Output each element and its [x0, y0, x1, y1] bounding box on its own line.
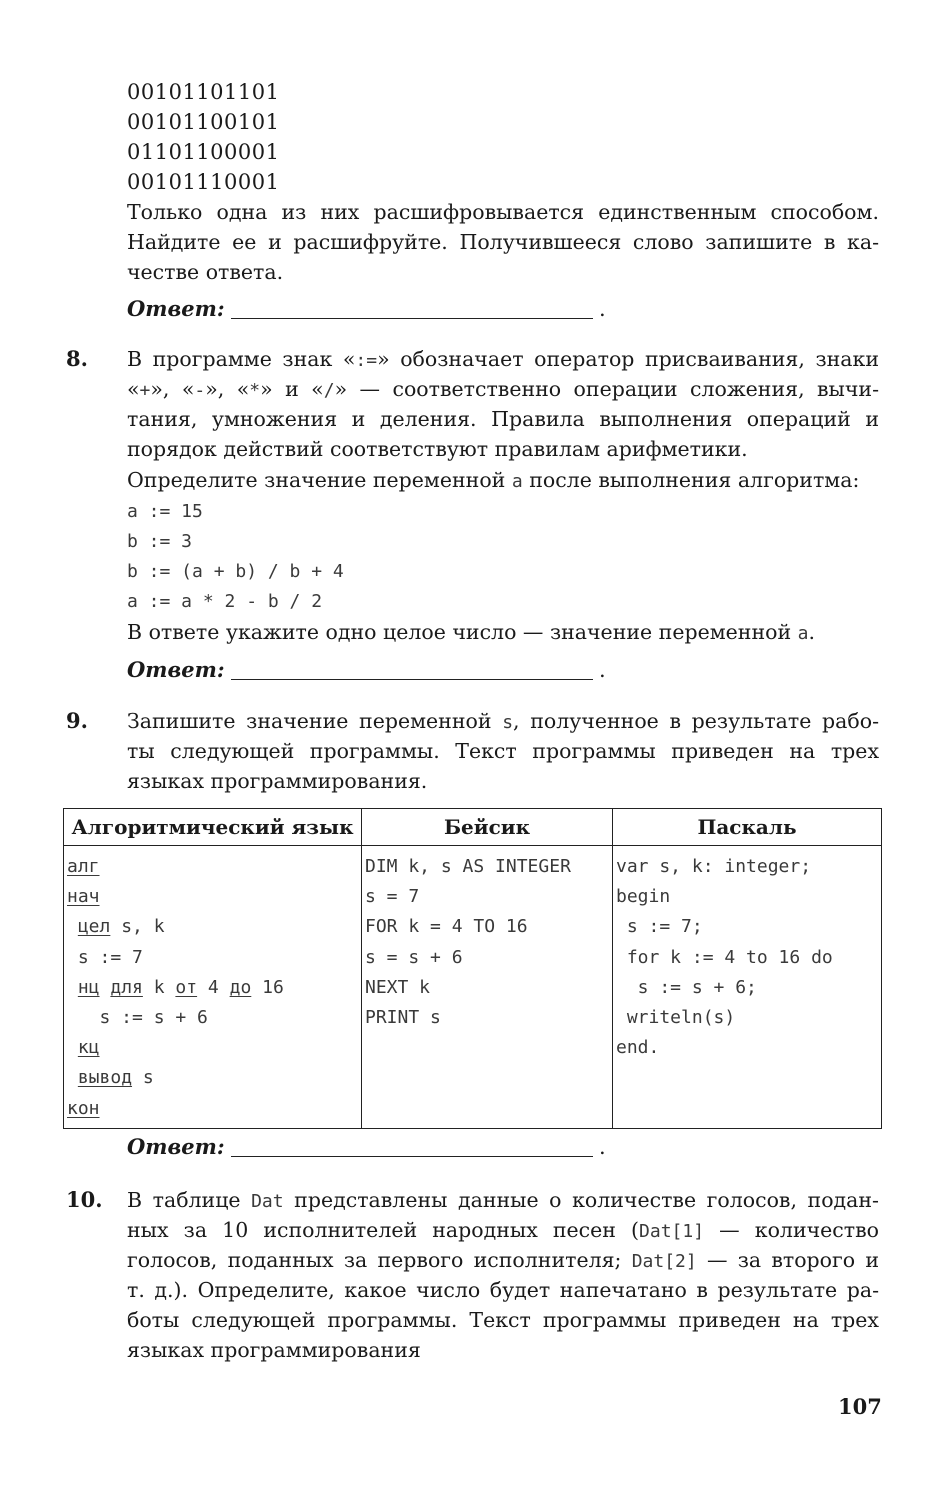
- algorithmic-text: 4: [197, 976, 230, 998]
- q9-number: 9.: [66, 708, 88, 733]
- algorithmic-text: 16: [251, 976, 284, 998]
- algorithmic-keyword: нц: [77, 976, 100, 998]
- q8-line-1-b: » обозначает оператор присваивания, знаки: [377, 347, 879, 371]
- q7-answer-field[interactable]: [127, 294, 606, 324]
- algorithmic-keyword: кц: [77, 1037, 100, 1059]
- pascal-line: writeln(s): [616, 1006, 736, 1028]
- basic-line: s = 7: [365, 886, 420, 908]
- algorithmic-keyword: до: [229, 976, 252, 998]
- q7-line-2: Найдите ее и расшифруйте. Получившееся слово запишите в ка-: [127, 230, 879, 254]
- algorithmic-keyword: от: [175, 976, 198, 998]
- pascal-code-cell: [613, 846, 882, 1129]
- algorithmic-text: s := s + 6: [67, 1006, 208, 1028]
- algorithmic-text: [67, 1037, 78, 1058]
- q10-line-1-b: представлены данные о количестве голосов, подан-: [283, 1188, 879, 1212]
- q8-line-5-a: Определите значение переменной: [127, 468, 512, 492]
- pascal-line: end.: [616, 1037, 660, 1059]
- q10-line-2-a: ных за 10 исполнителей народных песен (: [127, 1218, 640, 1242]
- algorithmic-line: [64, 1033, 361, 1063]
- q10-line-5: боты следующей программы. Текст программы приведен на трех: [127, 1308, 879, 1332]
- q10-line-3-a: голосов, поданных за первого исполнителя;: [127, 1248, 632, 1272]
- q8-answer-field[interactable]: [127, 655, 606, 685]
- algorithmic-line: [64, 882, 361, 912]
- variable-a: a: [511, 471, 523, 492]
- algorithmic-text: s, k: [110, 916, 165, 938]
- q8-line-5-b: после выполнения алгоритма:: [522, 468, 860, 492]
- q8-code-line-3: b := (a + b) / b + 4: [127, 561, 344, 582]
- q9-line-1-a: Запишите значение переменной: [127, 709, 503, 733]
- basic-line: PRINT s: [365, 1006, 441, 1028]
- q8-line-5: [127, 465, 879, 497]
- binary-code-3: 01101100001: [127, 140, 280, 164]
- q8-line-2-p3: », «: [205, 377, 250, 401]
- q10-line-1-a: В таблице: [127, 1188, 252, 1212]
- header-basic: Бейсик: [362, 809, 613, 846]
- q10-number: 10.: [66, 1187, 103, 1212]
- basic-line: FOR k = 4 TO 16: [365, 916, 528, 938]
- basic-line: DIM k, s AS INTEGER: [365, 856, 571, 877]
- header-pascal: Паскаль: [613, 809, 882, 846]
- algorithmic-line: [64, 1003, 361, 1033]
- q8-line-3: тания, умножения и деления. Правила выполнения операций и: [127, 407, 879, 431]
- q8-line-2-p5: » — соответственно операции сложения, вычи-: [334, 377, 880, 401]
- page-number: 107: [838, 1394, 882, 1419]
- binary-code-2: 00101100101: [127, 110, 280, 134]
- answer-dot: .: [599, 658, 606, 682]
- q8-line-4: порядок действий соответствуют правилам арифметики.: [127, 437, 748, 461]
- header-algorithmic: Алгоритмический язык: [64, 809, 362, 846]
- algorithmic-text: [67, 1067, 78, 1088]
- divide-operator: /: [323, 380, 335, 401]
- q9-answer-field[interactable]: [127, 1132, 606, 1162]
- binary-code-4: 00101110001: [127, 170, 280, 194]
- q9-line-2: ты следующей программы. Текст программы приведен на трех: [127, 739, 879, 763]
- answer-line[interactable]: [231, 1156, 593, 1157]
- multiply-operator: *: [249, 380, 261, 401]
- algorithmic-line: [64, 973, 361, 1003]
- pascal-line: for k := 4 to 16 do: [616, 946, 833, 968]
- plus-operator: +: [139, 380, 151, 401]
- algorithmic-keyword: цел: [77, 916, 111, 938]
- q8-final-b: .: [808, 620, 816, 644]
- algorithmic-text: s: [132, 1067, 154, 1089]
- pascal-line: var s, k: integer;: [616, 856, 812, 877]
- algorithmic-line: [64, 912, 361, 942]
- q9-line-1-b: , полученное в результате рабо-: [513, 709, 880, 733]
- algorithmic-keyword: кон: [67, 1097, 100, 1119]
- algorithmic-keyword: нач: [67, 886, 100, 908]
- q9-line-3: языках программирования.: [127, 769, 428, 793]
- q10-line-3-b: — за второго и: [696, 1248, 879, 1272]
- q8-line-2-p4: » и «: [260, 377, 324, 401]
- binary-code-1: 00101101101: [127, 80, 280, 104]
- q10-line-2-b: — количество: [704, 1218, 880, 1242]
- q8-line-2: [127, 374, 879, 406]
- algorithmic-text: [67, 916, 78, 937]
- algorithmic-text: s := 7: [67, 946, 143, 968]
- variable-a-final: a: [797, 623, 809, 644]
- q9-line-1: [127, 706, 879, 738]
- q8-number: 8.: [66, 346, 88, 371]
- algorithmic-keyword: вывод: [77, 1067, 133, 1089]
- q10-line-2: [127, 1215, 879, 1247]
- q8-code-line-2: b := 3: [127, 531, 193, 552]
- variable-dat-2: Dat[2]: [631, 1251, 697, 1272]
- q8-line-1-a: В программе знак «: [127, 347, 356, 371]
- algorithmic-text: [67, 977, 78, 998]
- answer-label: Ответ:: [127, 657, 225, 682]
- algorithmic-line: [64, 1063, 361, 1093]
- q10-line-3: [127, 1245, 879, 1277]
- q10-line-6: языках программирования: [127, 1338, 421, 1362]
- q8-line-2-p1: «: [127, 377, 140, 401]
- basic-code-cell: [362, 846, 613, 1129]
- algorithmic-line: [64, 943, 361, 973]
- q8-code-line-1: a := 15: [127, 501, 203, 522]
- variable-s: s: [502, 712, 514, 733]
- algorithmic-line: [64, 852, 361, 882]
- algorithmic-text: [100, 977, 111, 998]
- table-code-row: [64, 846, 882, 1129]
- q10-line-1: [127, 1185, 879, 1217]
- algorithmic-text: k: [142, 976, 176, 998]
- answer-label: Ответ:: [127, 296, 225, 321]
- answer-label: Ответ:: [127, 1134, 225, 1159]
- q8-final-a: В ответе укажите одно целое число — значение переменной: [127, 620, 798, 644]
- answer-line[interactable]: [231, 679, 593, 680]
- answer-dot: .: [599, 297, 606, 321]
- answer-line[interactable]: [231, 318, 593, 319]
- q8-final-line: [127, 617, 879, 649]
- variable-dat: Dat: [251, 1191, 284, 1212]
- q7-line-1: Только одна из них расшифровывается единственным способом.: [127, 200, 879, 224]
- minus-operator: -: [194, 380, 206, 401]
- q10-line-4: т. д.). Определите, какое число будет напечатано в результате ра-: [127, 1278, 879, 1302]
- q7-line-3: честве ответа.: [127, 260, 284, 284]
- q8-line-1: [127, 344, 879, 376]
- q8-code-line-4: a := a * 2 - b / 2: [127, 591, 323, 612]
- variable-dat-1: Dat[1]: [639, 1221, 705, 1242]
- pascal-line: s := 7;: [616, 916, 703, 938]
- algorithmic-code-cell: [64, 846, 362, 1129]
- algorithmic-keyword: алг: [67, 856, 100, 877]
- pascal-line: s := s + 6;: [616, 976, 757, 998]
- algorithmic-line: [64, 1094, 361, 1124]
- algorithmic-keyword: для: [110, 976, 143, 998]
- assign-operator: :=: [355, 350, 378, 371]
- table-header-row: [64, 809, 882, 846]
- answer-dot: .: [599, 1135, 606, 1159]
- basic-line: NEXT k: [365, 976, 431, 998]
- pascal-line: begin: [616, 886, 671, 908]
- q8-line-2-p2: », «: [150, 377, 195, 401]
- program-table: [63, 808, 882, 1129]
- basic-line: s = s + 6: [365, 946, 463, 968]
